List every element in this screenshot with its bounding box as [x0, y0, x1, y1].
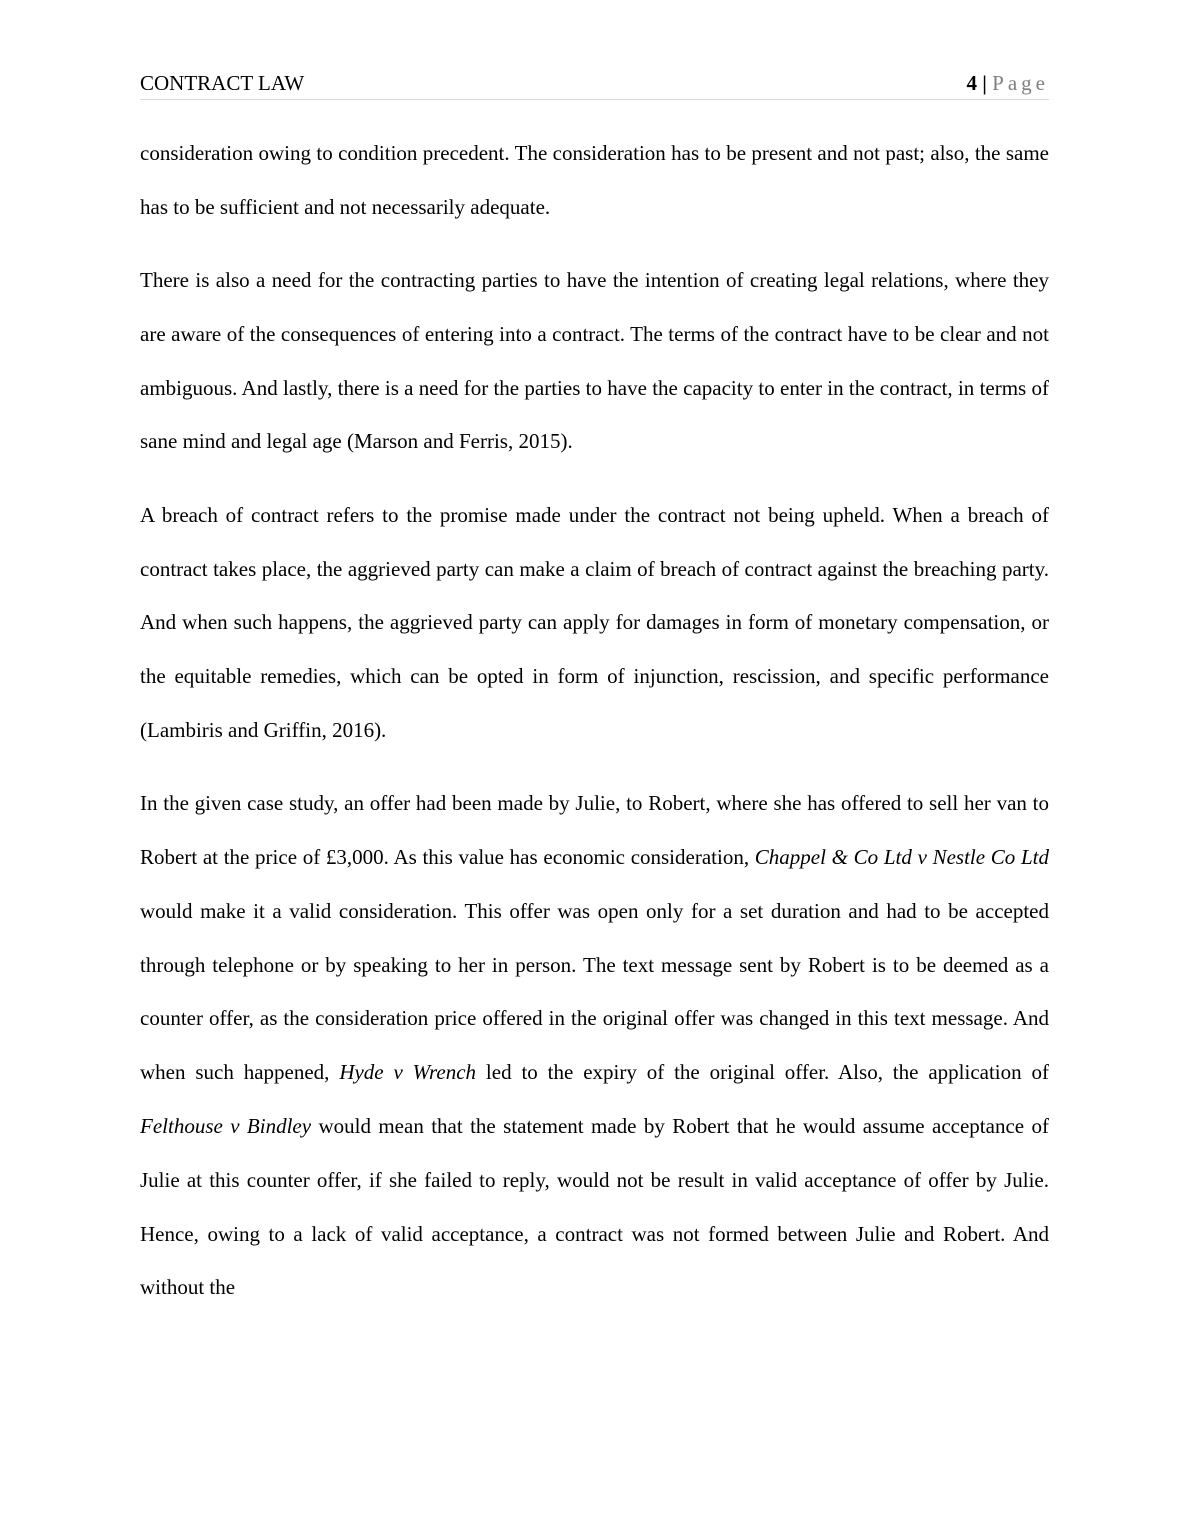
case-citation-felthouse: Felthouse v Bindley	[140, 1114, 312, 1139]
case-citation-hyde: Hyde v Wrench	[339, 1060, 477, 1085]
header-title: CONTRACT LAW	[140, 71, 305, 95]
page-separator: |	[977, 71, 993, 95]
paragraph-breach: A breach of contract refers to the promise made under the contract not being upheld. When a breach of contract takes place, the aggrieved party can make a claim of breach of contract against the breaching party. And when such happens, the aggrieved party can apply for damages in form of monetary compensation, or the equitable remedies, which can be opted in form of injunction, rescission, and specific performance (Lambiris and Griffin, 2016).	[140, 502, 1049, 742]
case-text: would make it a valid consideration. This offer was open only for a set duration and had to be accepted through telephone or by speaking to her in person. The text message sent by Robert is to be deemed as a counter offer, as the consideration price offered in the original offer was changed in this text message. And when such happened,	[140, 898, 1049, 1085]
paragraph-intention: There is also a need for the contracting parties to have the intention of creating legal relations, where they are aware of the consequences of entering into a contract. The terms of the contract have to be clear and not ambiguous. And lastly, there is a need for the parties to have the capacity to enter in the contract, in terms of sane mind and legal age (Marson and Ferris, 2015).	[140, 268, 1049, 454]
page-word: Page	[992, 71, 1049, 95]
paragraph-case-study	[140, 777, 1049, 1315]
case-text: In the given case study, an offer had been made by Julie, to Robert, where she has offered to sell her van to Robert at the price of £3,000. As this value has economic consideration,	[140, 791, 1049, 870]
paragraph-consideration: consideration owing to condition precedent. The consideration has to be present and not past; also, the same has to be sufficient and not necessarily adequate.	[140, 141, 1049, 219]
case-text: led to the expiry of the original offer. Also, the application of	[476, 1060, 1050, 1085]
page-header	[140, 68, 1049, 100]
page-number: 4	[966, 71, 978, 95]
document-body	[140, 127, 1049, 1315]
page-indicator	[967, 68, 1049, 99]
case-text: would mean that the statement made by Robert that he would assume acceptance of Julie at this counter offer, if she failed to reply, would not be result in valid acceptance of offer by Julie. Hence, owing to a lack of valid acceptance, a contract was not formed between Julie and Robert. And without the	[140, 1114, 1049, 1300]
case-citation-chappel: Chappel & Co Ltd v Nestle Co Ltd	[754, 845, 1049, 870]
